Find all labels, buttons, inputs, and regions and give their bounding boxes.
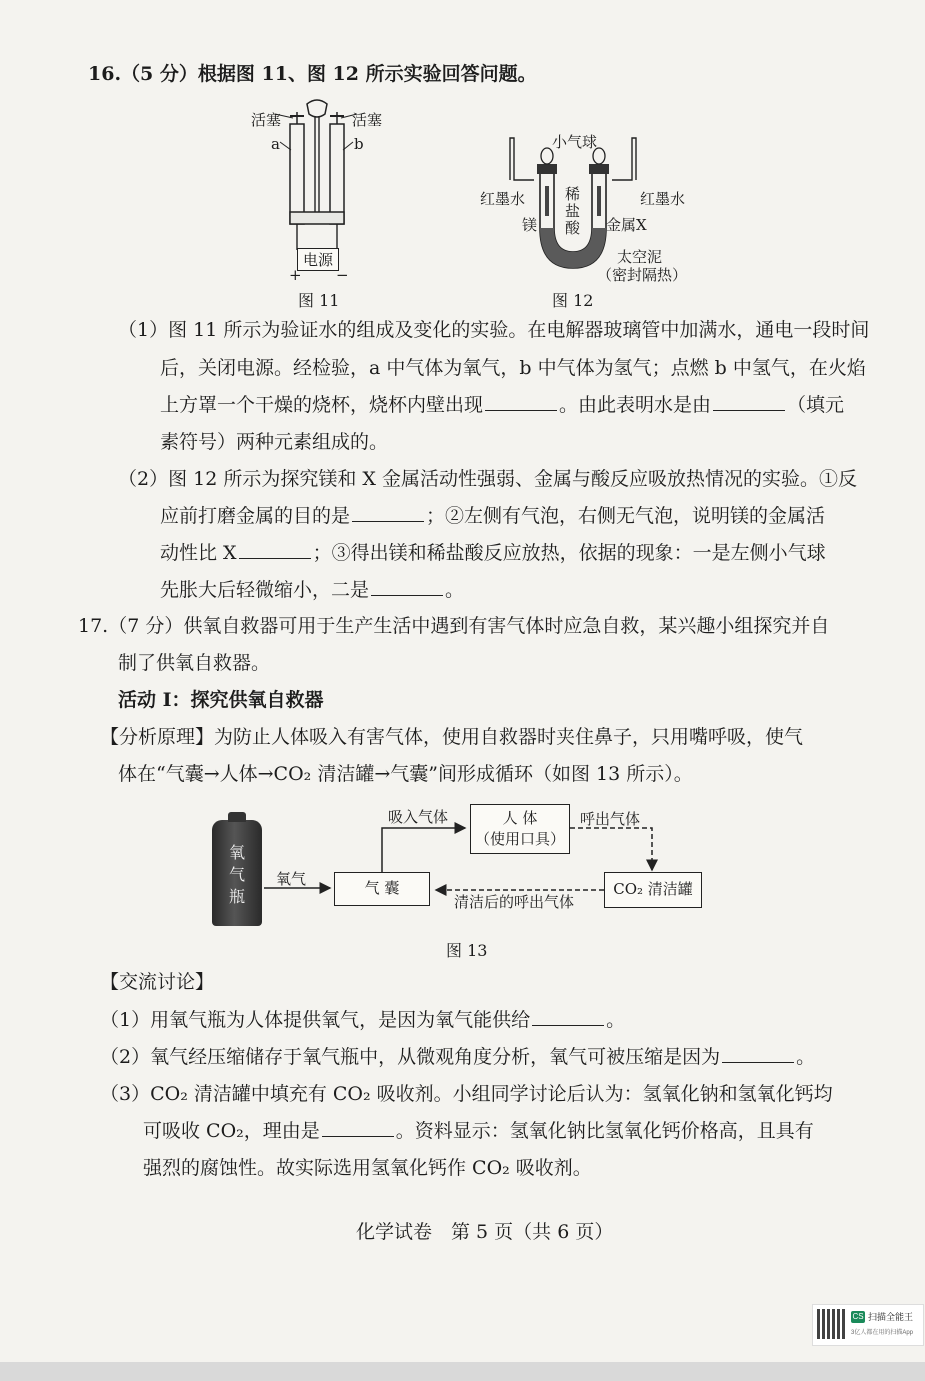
q16-p1-text-a: 上方罩一个干燥的烧杯，烧杯内壁出现 (160, 394, 484, 416)
q17-d2-end: 。 (796, 1046, 816, 1068)
q16-p1-line3 (160, 393, 844, 417)
q16-p2-text-d: ；③得出镁和稀盐酸反应放热，依据的现象：一是左侧小气球 (312, 542, 826, 564)
answer-blank[interactable] (239, 542, 311, 559)
fig12-metal-x-label: 金属X (606, 216, 647, 234)
qr-code-icon (817, 1309, 847, 1339)
answer-blank[interactable] (352, 505, 424, 522)
q17-principle-line2: 体在“气囊→人体→CO₂ 清洁罐→气囊”间形成循环（如图 13 所示）。 (118, 763, 693, 785)
answer-blank[interactable] (713, 394, 785, 411)
q16-p2-line4 (160, 578, 464, 602)
fig11-power-supply: 电源 (297, 248, 339, 271)
fig12-acid-label (565, 186, 580, 237)
fig13-caption: 图 13 (446, 941, 488, 960)
q16-p1-text-c: （填元 (787, 394, 845, 416)
fig13-inhale-label: 吸入气体 (388, 808, 449, 826)
q16-p1-text-b: 。由此表明水是由 (559, 394, 712, 416)
q17-d1-end: 。 (606, 1009, 626, 1031)
answer-blank[interactable] (532, 1009, 604, 1026)
oxygen-bottle-label (225, 842, 249, 908)
scanner-badge: CS (852, 1312, 864, 1321)
fig13-air-bag-box (334, 872, 430, 906)
fig12-clay-note: （密封隔热） (597, 266, 688, 284)
fig13-oxygen-label: 氧气 (276, 870, 307, 888)
q16-p2-text-f: 。 (445, 579, 465, 601)
fig13-mouthpiece-label: （使用口具） (474, 830, 565, 848)
bottle-label-char-3: 瓶 (228, 887, 245, 906)
q17-principle-line1: 【分析原理】为防止人体吸入有害气体，使用自救器时夹住鼻子，只用嘴呼吸，使气 (100, 726, 804, 748)
q16-heading: 16.（5 分）根据图 11、图 12 所示实验回答问题。 (88, 63, 537, 85)
fig12-caption: 图 12 (552, 291, 594, 310)
fig12-ink-left-label: 红墨水 (480, 190, 526, 208)
fig11-plus: + (289, 266, 302, 284)
q17-d3-line3: 强烈的腐蚀性。故实际选用氢氧化钙作 CO₂ 吸收剂。 (143, 1157, 592, 1179)
q16-p1-line1: （1）图 11 所示为验证水的组成及变化的实验。在电解器玻璃管中加满水，通电一段时间 (118, 319, 870, 341)
fig13-air-bag-label: 气 囊 (364, 879, 400, 897)
fig12-magnesium-label: 镁 (522, 216, 538, 234)
q16-p1-line4: 素符号）两种元素组成的。 (160, 431, 389, 453)
q16-p2-line3 (160, 541, 826, 565)
q17-d3-line2 (143, 1119, 814, 1143)
q17-d3-text-a: 可吸收 CO₂，理由是 (143, 1120, 320, 1142)
answer-blank[interactable] (722, 1046, 794, 1063)
fig11-caption: 图 11 (298, 291, 340, 310)
fig13-body-box (470, 804, 570, 854)
q17-d2 (100, 1045, 815, 1069)
scanner-name: 扫描全能王 (868, 1312, 914, 1322)
fig12-ink-right-label: 红墨水 (640, 190, 686, 208)
bottom-gray-bar (0, 1362, 925, 1381)
scanner-watermark (812, 1304, 924, 1346)
q16-p2-line2 (160, 504, 825, 528)
fig11-minus: − (336, 266, 349, 284)
bottle-label-char-1: 氧 (228, 843, 245, 862)
q17-heading-line1: 17.（7 分）供氧自救器可用于生产生活中遇到有害气体时应急自救，某兴趣小组探究并自 (78, 615, 830, 637)
q17-heading-line2: 制了供氧自救器。 (118, 652, 271, 674)
q17-d3-line1: （3）CO₂ 清洁罐中填充有 CO₂ 吸收剂。小组同学讨论后认为：氢氧化钠和氢氧化钙均 (100, 1083, 833, 1105)
fig13-canister-label: CO₂ 清洁罐 (613, 880, 693, 898)
q17-discussion-title: 【交流讨论】 (100, 971, 215, 993)
q17-d1 (100, 1008, 625, 1032)
q17-d1-text: （1）用氧气瓶为人体提供氧气，是因为氧气能供给 (100, 1009, 531, 1031)
fig11-tube-a-label: a (271, 135, 280, 153)
q16-p2-text-a: 应前打磨金属的目的是 (160, 505, 351, 527)
fig12-acid-char-1: 稀 (565, 185, 581, 203)
fig11-stopcock-right-label: 活塞 (352, 111, 383, 129)
answer-blank[interactable] (371, 579, 443, 596)
fig11-tube-b-label: b (354, 135, 364, 153)
page-footer: 化学试卷 第 5 页（共 6 页） (356, 1221, 614, 1243)
q17-d2-text: （2）氧气经压缩储存于氧气瓶中，从微观角度分析，氧气可被压缩是因为 (100, 1046, 721, 1068)
fig13-cleaned-gas-label: 清洁后的呼出气体 (454, 893, 575, 911)
fig12-balloon-label: 小气球 (552, 133, 598, 151)
fig12-clay-label: 太空泥 (617, 248, 663, 266)
fig13-exhale-label: 呼出气体 (580, 810, 641, 828)
bottle-label-char-2: 气 (228, 865, 245, 884)
q16-p2-text-c: 动性比 X (160, 542, 237, 564)
oxygen-bottle (212, 820, 262, 926)
q16-p1-line2: 后，关闭电源。经检验，a 中气体为氧气，b 中气体为氢气；点燃 b 中氢气，在火焰 (160, 357, 866, 379)
q16-p2-text-b: ；②左侧有气泡，右侧无气泡，说明镁的金属活 (426, 505, 826, 527)
q16-p2-text-e: 先胀大后轻微缩小，二是 (160, 579, 370, 601)
fig13-body-label: 人 体 (502, 809, 538, 827)
scanner-tagline: 3亿人都在用的扫描App (851, 1330, 914, 1336)
fig11-stopcock-left-label: 活塞 (251, 111, 282, 129)
fig13-canister-box (604, 872, 702, 908)
fig12-acid-char-3: 酸 (565, 219, 581, 237)
fig12-acid-char-2: 盐 (565, 202, 581, 220)
answer-blank[interactable] (322, 1120, 394, 1137)
answer-blank[interactable] (485, 394, 557, 411)
q16-p2-line1: （2）图 12 所示为探究镁和 X 金属活动性强弱、金属与酸反应吸放热情况的实验。①反 (118, 468, 857, 490)
q17-activity-title: 活动 I：探究供氧自救器 (118, 689, 324, 711)
q17-d3-text-b: 。资料显示：氢氧化钠比氢氧化钙价格高，且具有 (395, 1120, 814, 1142)
